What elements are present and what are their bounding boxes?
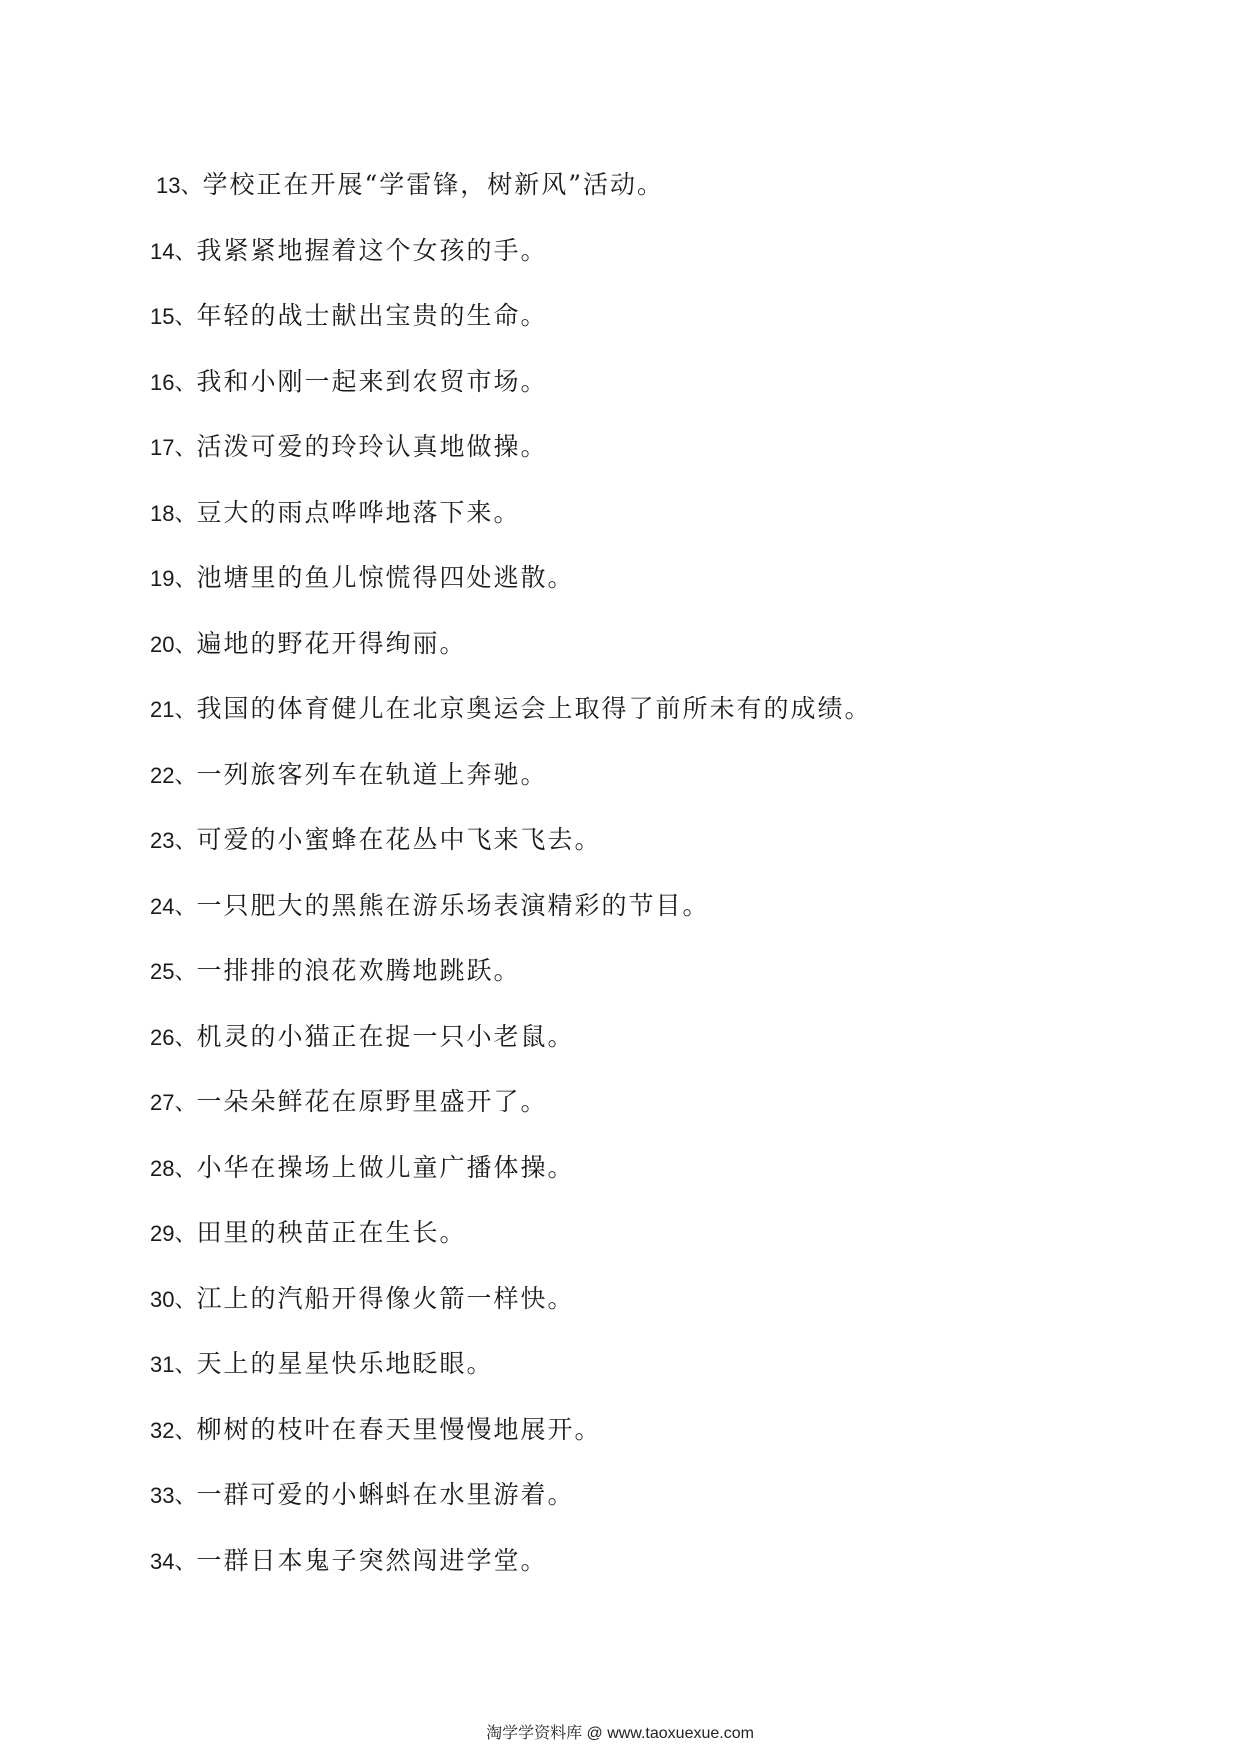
- item-text: 遍地的野花开得绚丽。: [196, 629, 467, 658]
- item-number: 19、: [150, 566, 197, 591]
- list-item: [150, 1344, 494, 1384]
- item-text: 一列旅客列车在轨道上奔驰。: [196, 760, 548, 789]
- list-item: [150, 1082, 548, 1122]
- list-item: [150, 1017, 575, 1057]
- list-item: [150, 1410, 602, 1450]
- item-text: 年轻的战士献出宝贵的生命。: [196, 301, 548, 330]
- item-text: 可爱的小蜜蜂在花丛中飞来飞去。: [196, 825, 602, 854]
- list-item: [150, 362, 548, 402]
- item-text: 一排排的浪花欢腾地跳跃。: [196, 956, 521, 985]
- item-number: 33、: [150, 1483, 197, 1508]
- list-item: [150, 755, 548, 795]
- list-item: [150, 1475, 575, 1515]
- item-text: 小华在操场上做儿童广播体操。: [196, 1153, 575, 1182]
- item-number: 24、: [150, 894, 197, 919]
- item-number: 21、: [150, 697, 197, 722]
- item-text: 我国的体育健儿在北京奥运会上取得了前所未有的成绩。: [196, 694, 872, 723]
- item-text: 天上的星星快乐地眨眼。: [196, 1349, 494, 1378]
- item-number: 15、: [150, 304, 197, 329]
- item-text: 一朵朵鲜花在原野里盛开了。: [196, 1087, 548, 1116]
- list-item: [150, 427, 548, 467]
- item-number: 32、: [150, 1418, 197, 1443]
- list-item: [150, 231, 548, 271]
- list-item: [150, 689, 872, 729]
- list-item: [150, 820, 602, 860]
- item-text: 一群可爱的小蝌蚪在水里游着。: [196, 1480, 575, 1509]
- item-number: 25、: [150, 959, 197, 984]
- item-number: 17、: [150, 435, 197, 460]
- list-item: [150, 886, 710, 926]
- item-number: 29、: [150, 1221, 197, 1246]
- list-item: [150, 493, 521, 533]
- item-number: 14、: [150, 239, 197, 264]
- item-number: 16、: [150, 370, 197, 395]
- item-text: 一群日本鬼子突然闯进学堂。: [196, 1546, 548, 1575]
- list-item: [150, 1541, 548, 1581]
- item-text: 江上的汽船开得像火箭一样快。: [196, 1284, 575, 1313]
- item-number: 34、: [150, 1549, 197, 1574]
- item-number: 30、: [150, 1287, 197, 1312]
- item-number: 22、: [150, 763, 197, 788]
- item-number: 20、: [150, 632, 197, 657]
- item-number: 13、: [156, 173, 203, 198]
- item-text: 田里的秧苗正在生长。: [196, 1218, 467, 1247]
- item-text: 豆大的雨点哗哗地落下来。: [196, 498, 521, 527]
- list-item: [150, 296, 548, 336]
- list-item: [150, 624, 467, 664]
- item-text: 一只肥大的黑熊在游乐场表演精彩的节目。: [196, 891, 710, 920]
- item-text: 池塘里的鱼儿惊慌得四处逃散。: [196, 563, 575, 592]
- item-text: 我和小刚一起来到农贸市场。: [196, 367, 548, 396]
- item-number: 31、: [150, 1352, 197, 1377]
- item-text: 我紧紧地握着这个女孩的手。: [196, 236, 548, 265]
- footer-watermark: 淘学学资料库 @ www.taoxuexue.com: [486, 1725, 754, 1742]
- list-item: [156, 165, 664, 205]
- item-number: 23、: [150, 828, 197, 853]
- list-item: [150, 1279, 575, 1319]
- list-item: [150, 1213, 467, 1253]
- item-number: 26、: [150, 1025, 197, 1050]
- item-text: 机灵的小猫正在捉一只小老鼠。: [196, 1022, 575, 1051]
- list-item: [150, 558, 575, 598]
- item-text: 学校正在开展“学雷锋，树新风”活动。: [202, 170, 665, 199]
- item-number: 27、: [150, 1090, 197, 1115]
- item-text: 活泼可爱的玲玲认真地做操。: [196, 432, 548, 461]
- list-item: [150, 1148, 575, 1188]
- item-text: 柳树的枝叶在春天里慢慢地展开。: [196, 1415, 602, 1444]
- item-number: 28、: [150, 1156, 197, 1181]
- item-number: 18、: [150, 501, 197, 526]
- list-item: [150, 951, 521, 991]
